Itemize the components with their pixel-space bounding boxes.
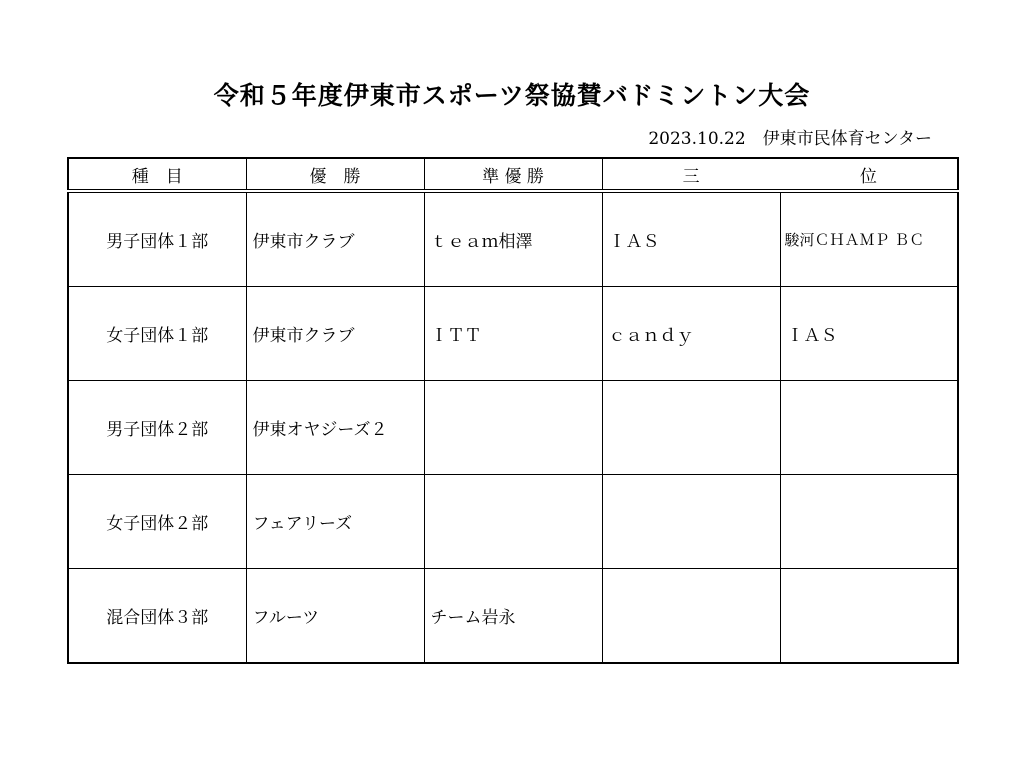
third-place-1-cell xyxy=(602,569,780,664)
winner-cell: フェアリーズ xyxy=(246,475,424,569)
runner-up-cell: ｔｅａｍ相澤 xyxy=(424,191,602,287)
event-cell: 女子団体１部 xyxy=(68,287,246,381)
winner-cell: 伊東オヤジーズ２ xyxy=(246,381,424,475)
header-winner xyxy=(246,158,424,191)
header-winner-label: 優 勝 xyxy=(309,166,361,187)
event-cell: 男子団体１部 xyxy=(68,191,246,287)
event-cell: 女子団体２部 xyxy=(68,475,246,569)
header-third-left-label: 三 xyxy=(682,166,700,187)
winner-cell: 伊東市クラブ xyxy=(246,287,424,381)
document-title: 令和５年度伊東市スポーツ祭協賛バドミントン大会 xyxy=(213,81,811,110)
third-place-1-cell xyxy=(602,381,780,475)
header-third-place xyxy=(602,158,958,191)
third-place-1-cell: ｃａｎｄｙ xyxy=(602,287,780,381)
third-place-1-cell xyxy=(602,475,780,569)
results-table xyxy=(67,157,959,664)
runner-up-cell xyxy=(424,381,602,475)
third-place-1-cell: ＩＡＳ xyxy=(602,191,780,287)
third-place-2-cell xyxy=(780,569,958,664)
third-place-2-cell: 駿河ＣＨＡＭＰ ＢＣ xyxy=(780,191,958,287)
winner-cell: フルーツ xyxy=(246,569,424,664)
third-place-2-cell xyxy=(780,381,958,475)
table-row xyxy=(68,569,958,664)
third-place-2-cell: ＩＡＳ xyxy=(780,287,958,381)
table-row xyxy=(68,191,958,287)
header-runner-up xyxy=(424,158,602,191)
runner-up-cell: ＩＴＴ xyxy=(424,287,602,381)
table-row xyxy=(68,381,958,475)
header-event xyxy=(68,158,246,191)
event-cell: 男子団体２部 xyxy=(68,381,246,475)
runner-up-cell: チーム岩永 xyxy=(424,569,602,664)
table-row xyxy=(68,475,958,569)
header-runner-up-label: 準 優 勝 xyxy=(482,166,544,187)
header-third-right-label: 位 xyxy=(859,166,877,187)
table-row xyxy=(68,287,958,381)
runner-up-cell xyxy=(424,475,602,569)
winner-cell: 伊東市クラブ xyxy=(246,191,424,287)
event-cell: 混合団体３部 xyxy=(68,569,246,664)
third-place-2-cell xyxy=(780,475,958,569)
table-header-row xyxy=(68,158,958,191)
header-event-label: 種 目 xyxy=(131,166,183,187)
date-venue: 2023.10.22 伊東市民体育センター xyxy=(648,129,932,149)
